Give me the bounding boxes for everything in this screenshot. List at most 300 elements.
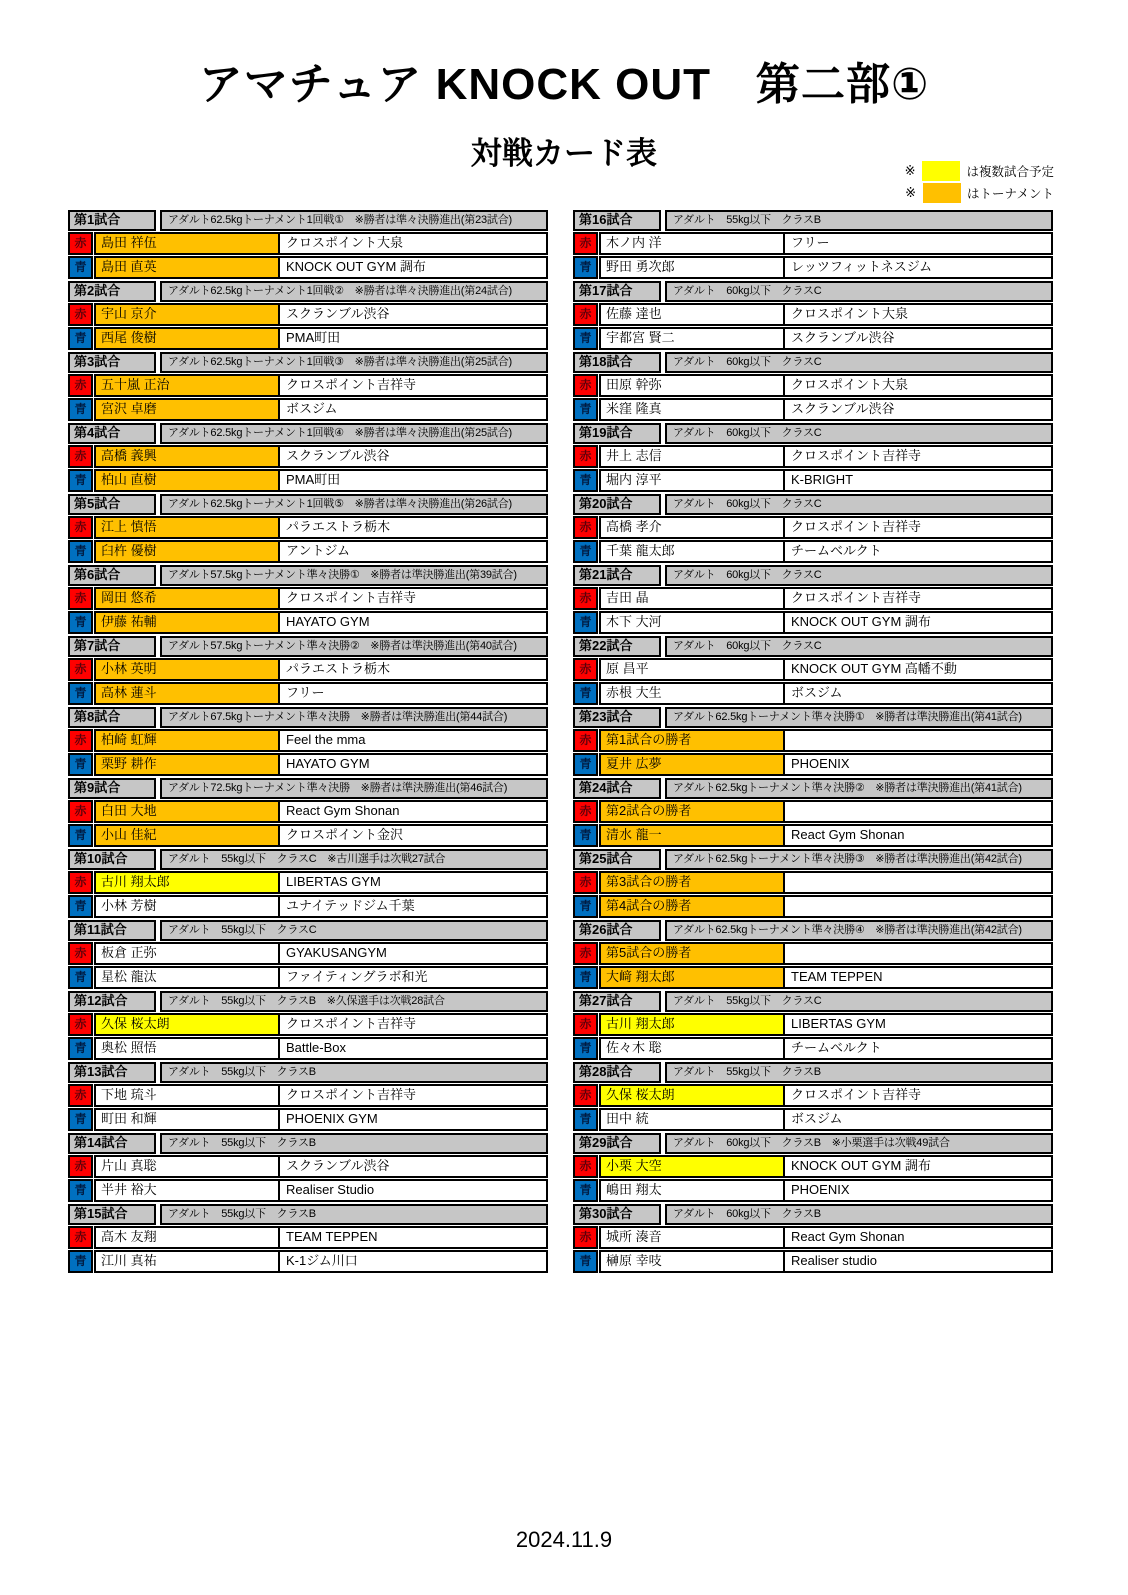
red-fighter-row xyxy=(573,658,1053,681)
match-header-row xyxy=(573,281,1053,302)
match-number: 第6試合 xyxy=(68,565,156,586)
match-header-row xyxy=(573,494,1053,515)
red-fighter-row xyxy=(573,587,1053,610)
match-block xyxy=(573,1062,1053,1131)
red-fighter-row xyxy=(573,232,1053,255)
blue-fighter-gym: ファイティングラボ和光 xyxy=(280,966,548,989)
blue-corner-badge: 青 xyxy=(68,540,93,563)
match-header-row xyxy=(68,849,548,870)
blue-fighter-gym: K-BRIGHT xyxy=(785,469,1053,492)
red-fighter-gym: Feel the mma xyxy=(280,729,548,752)
blue-fighter-row xyxy=(68,398,548,421)
blue-corner-badge: 青 xyxy=(68,611,93,634)
match-number: 第20試合 xyxy=(573,494,661,515)
red-fighter-name: 高木 友翔 xyxy=(94,1226,280,1249)
blue-fighter-row xyxy=(573,398,1053,421)
match-block xyxy=(573,565,1053,634)
match-description: アダルト 60kg以下 クラスC xyxy=(665,281,1053,302)
blue-fighter-row xyxy=(68,682,548,705)
red-fighter-name: 第2試合の勝者 xyxy=(599,800,785,823)
red-corner-badge: 赤 xyxy=(573,871,598,894)
red-fighter-gym: クロスポイント大泉 xyxy=(280,232,548,255)
match-description: アダルト62.5kgトーナメント1回戦③ ※勝者は準々決勝進出(第25試合) xyxy=(160,352,548,373)
blue-fighter-gym: ユナイテッドジム千葉 xyxy=(280,895,548,918)
red-fighter-name: 原 昌平 xyxy=(599,658,785,681)
red-fighter-name: 小林 英明 xyxy=(94,658,280,681)
legend-row-multi-match xyxy=(905,160,1054,182)
match-header-row xyxy=(573,1062,1053,1083)
blue-fighter-row xyxy=(68,895,548,918)
match-number: 第13試合 xyxy=(68,1062,156,1083)
red-fighter-name: 木ノ内 洋 xyxy=(599,232,785,255)
event-date: 2024.11.9 xyxy=(515,1527,613,1552)
red-fighter-row xyxy=(68,729,548,752)
blue-fighter-name: 大﨑 翔太郎 xyxy=(599,966,785,989)
match-number: 第24試合 xyxy=(573,778,661,799)
blue-corner-badge: 青 xyxy=(68,398,93,421)
blue-fighter-row xyxy=(573,256,1053,279)
match-header-row xyxy=(68,1062,548,1083)
blue-fighter-row xyxy=(573,1037,1053,1060)
blue-corner-badge: 青 xyxy=(573,1037,598,1060)
blue-fighter-name: 嶋田 翔太 xyxy=(599,1179,785,1202)
blue-corner-badge: 青 xyxy=(573,256,598,279)
match-description: アダルト 60kg以下 クラスC xyxy=(665,636,1053,657)
red-corner-badge: 赤 xyxy=(68,800,93,823)
match-number: 第5試合 xyxy=(68,494,156,515)
left-match-column xyxy=(68,210,548,1275)
match-header-row xyxy=(68,1204,548,1225)
blue-corner-badge: 青 xyxy=(573,469,598,492)
red-fighter-name: 佐藤 達也 xyxy=(599,303,785,326)
red-fighter-gym: クロスポイント大泉 xyxy=(785,374,1053,397)
red-fighter-row xyxy=(68,1084,548,1107)
match-number: 第22試合 xyxy=(573,636,661,657)
color-legend xyxy=(905,160,1054,204)
red-fighter-row xyxy=(68,1226,548,1249)
blue-fighter-gym: HAYATO GYM xyxy=(280,611,548,634)
blue-corner-badge: 青 xyxy=(68,682,93,705)
blue-fighter-name: 奥松 照悟 xyxy=(94,1037,280,1060)
match-block xyxy=(68,849,548,918)
red-fighter-gym: スクランブル渋谷 xyxy=(280,303,548,326)
blue-fighter-row xyxy=(573,540,1053,563)
red-fighter-gym: TEAM TEPPEN xyxy=(280,1226,548,1249)
match-block xyxy=(573,352,1053,421)
red-fighter-gym: KNOCK OUT GYM 高幡不動 xyxy=(785,658,1053,681)
match-header-row xyxy=(573,210,1053,231)
blue-fighter-row xyxy=(68,753,548,776)
blue-fighter-gym: KNOCK OUT GYM 調布 xyxy=(785,611,1053,634)
match-header-row xyxy=(573,352,1053,373)
match-description: アダルト57.5kgトーナメント準々決勝① ※勝者は準決勝進出(第39試合) xyxy=(160,565,548,586)
match-description: アダルト72.5kgトーナメント準々決勝 ※勝者は準決勝進出(第46試合) xyxy=(160,778,548,799)
blue-fighter-gym: TEAM TEPPEN xyxy=(785,966,1053,989)
blue-fighter-gym: アントジム xyxy=(280,540,548,563)
match-number: 第14試合 xyxy=(68,1133,156,1154)
blue-fighter-name: 木下 大河 xyxy=(599,611,785,634)
blue-fighter-row xyxy=(573,1108,1053,1131)
match-number: 第7試合 xyxy=(68,636,156,657)
blue-fighter-name: 小山 佳紀 xyxy=(94,824,280,847)
red-fighter-row xyxy=(68,374,548,397)
blue-fighter-gym: React Gym Shonan xyxy=(785,824,1053,847)
blue-corner-badge: 青 xyxy=(68,1250,93,1273)
match-description: アダルト 55kg以下 クラスC xyxy=(665,991,1053,1012)
match-description: アダルト57.5kgトーナメント準々決勝② ※勝者は準決勝進出(第40試合) xyxy=(160,636,548,657)
match-header-row xyxy=(573,849,1053,870)
match-number: 第19試合 xyxy=(573,423,661,444)
red-fighter-gym: クロスポイント吉祥寺 xyxy=(280,374,548,397)
blue-fighter-row xyxy=(68,327,548,350)
blue-fighter-gym: チームベルクト xyxy=(785,1037,1053,1060)
red-fighter-name: 柏崎 虹輝 xyxy=(94,729,280,752)
red-fighter-row xyxy=(573,800,1053,823)
red-fighter-gym: KNOCK OUT GYM 調布 xyxy=(785,1155,1053,1178)
match-description: アダルト62.5kgトーナメント準々決勝② ※勝者は準決勝進出(第41試合) xyxy=(665,778,1053,799)
match-block xyxy=(573,707,1053,776)
blue-fighter-name: 半井 裕大 xyxy=(94,1179,280,1202)
red-corner-badge: 赤 xyxy=(573,374,598,397)
blue-corner-badge: 青 xyxy=(573,398,598,421)
match-block xyxy=(68,281,548,350)
blue-fighter-row xyxy=(68,469,548,492)
blue-corner-badge: 青 xyxy=(68,753,93,776)
blue-fighter-name: 江川 真祐 xyxy=(94,1250,280,1273)
blue-fighter-name: 栗野 耕作 xyxy=(94,753,280,776)
blue-fighter-name: 柏山 直樹 xyxy=(94,469,280,492)
match-number: 第9試合 xyxy=(68,778,156,799)
red-fighter-row xyxy=(573,374,1053,397)
blue-fighter-name: 臼杵 優樹 xyxy=(94,540,280,563)
match-header-row xyxy=(68,565,548,586)
match-number: 第26試合 xyxy=(573,920,661,941)
legend-label: は複数試合予定 xyxy=(966,165,1054,179)
blue-fighter-gym: PMA町田 xyxy=(280,469,548,492)
red-fighter-name: 江上 慎悟 xyxy=(94,516,280,539)
blue-corner-badge: 青 xyxy=(68,327,93,350)
blue-fighter-gym: Realiser Studio xyxy=(280,1179,548,1202)
match-description: アダルト 60kg以下 クラスC xyxy=(665,352,1053,373)
match-block xyxy=(68,991,548,1060)
blue-fighter-row xyxy=(68,966,548,989)
match-block xyxy=(68,1062,548,1131)
match-header-row xyxy=(68,707,548,728)
legend-label: はトーナメント xyxy=(966,187,1054,201)
blue-fighter-name: 伊藤 祐輔 xyxy=(94,611,280,634)
match-header-row xyxy=(573,1133,1053,1154)
red-corner-badge: 赤 xyxy=(573,232,598,255)
match-header-row xyxy=(573,423,1053,444)
blue-fighter-gym: KNOCK OUT GYM 調布 xyxy=(280,256,548,279)
blue-fighter-row xyxy=(573,682,1053,705)
red-fighter-row xyxy=(573,1155,1053,1178)
red-fighter-gym: クロスポイント吉祥寺 xyxy=(785,587,1053,610)
blue-fighter-row xyxy=(573,1250,1053,1273)
blue-corner-badge: 青 xyxy=(68,895,93,918)
red-fighter-row xyxy=(573,729,1053,752)
match-header-row xyxy=(68,352,548,373)
red-fighter-name: 島田 祥伍 xyxy=(94,232,280,255)
match-header-row xyxy=(573,636,1053,657)
match-number: 第4試合 xyxy=(68,423,156,444)
red-corner-badge: 赤 xyxy=(573,942,598,965)
match-table-columns xyxy=(68,210,1053,1275)
red-fighter-gym xyxy=(785,800,1053,823)
blue-fighter-gym: チームベルクト xyxy=(785,540,1053,563)
match-description: アダルト 60kg以下 クラスC xyxy=(665,494,1053,515)
blue-fighter-row xyxy=(68,256,548,279)
red-corner-badge: 赤 xyxy=(573,800,598,823)
blue-fighter-row xyxy=(68,1037,548,1060)
red-corner-badge: 赤 xyxy=(68,729,93,752)
red-fighter-row xyxy=(573,1013,1053,1036)
blue-fighter-name: 第4試合の勝者 xyxy=(599,895,785,918)
red-corner-badge: 赤 xyxy=(573,1155,598,1178)
red-fighter-gym: クロスポイント吉祥寺 xyxy=(280,1013,548,1036)
red-fighter-row xyxy=(68,658,548,681)
match-description: アダルト 60kg以下 クラスC xyxy=(665,565,1053,586)
match-block xyxy=(68,1133,548,1202)
match-description: アダルト 60kg以下 クラスC xyxy=(665,423,1053,444)
red-fighter-gym: クロスポイント吉祥寺 xyxy=(280,587,548,610)
blue-fighter-gym: レッツフィットネスジム xyxy=(785,256,1053,279)
blue-fighter-name: 町田 和輝 xyxy=(94,1108,280,1131)
blue-fighter-name: 米窪 隆真 xyxy=(599,398,785,421)
match-description: アダルト62.5kgトーナメント準々決勝④ ※勝者は準決勝進出(第42試合) xyxy=(665,920,1053,941)
blue-fighter-name: 田中 統 xyxy=(599,1108,785,1131)
red-corner-badge: 赤 xyxy=(573,1084,598,1107)
blue-fighter-row xyxy=(573,611,1053,634)
red-fighter-name: 岡田 悠希 xyxy=(94,587,280,610)
red-fighter-row xyxy=(68,942,548,965)
blue-fighter-row xyxy=(68,824,548,847)
red-corner-badge: 赤 xyxy=(68,303,93,326)
blue-corner-badge: 青 xyxy=(573,753,598,776)
match-block xyxy=(68,707,548,776)
red-fighter-gym xyxy=(785,942,1053,965)
blue-corner-badge: 青 xyxy=(68,1037,93,1060)
red-corner-badge: 赤 xyxy=(68,374,93,397)
red-fighter-name: 古川 翔太郎 xyxy=(599,1013,785,1036)
red-fighter-row xyxy=(573,871,1053,894)
match-header-row xyxy=(68,210,548,231)
blue-corner-badge: 青 xyxy=(68,256,93,279)
red-fighter-name: 第3試合の勝者 xyxy=(599,871,785,894)
red-fighter-row xyxy=(573,445,1053,468)
red-corner-badge: 赤 xyxy=(573,587,598,610)
blue-corner-badge: 青 xyxy=(573,327,598,350)
match-description: アダルト62.5kgトーナメント1回戦⑤ ※勝者は準々決勝進出(第26試合) xyxy=(160,494,548,515)
red-corner-badge: 赤 xyxy=(68,658,93,681)
match-block xyxy=(573,210,1053,279)
blue-fighter-gym: Battle-Box xyxy=(280,1037,548,1060)
blue-corner-badge: 青 xyxy=(68,1108,93,1131)
reference-mark: ※ xyxy=(905,185,916,200)
red-fighter-gym: LIBERTAS GYM xyxy=(280,871,548,894)
match-number: 第11試合 xyxy=(68,920,156,941)
red-corner-badge: 赤 xyxy=(573,1226,598,1249)
blue-fighter-gym: フリー xyxy=(280,682,548,705)
red-fighter-row xyxy=(68,445,548,468)
red-fighter-gym: スクランブル渋谷 xyxy=(280,445,548,468)
match-block xyxy=(573,494,1053,563)
red-fighter-row xyxy=(68,232,548,255)
blue-fighter-gym: PHOENIX GYM xyxy=(280,1108,548,1131)
blue-fighter-gym: ボスジム xyxy=(785,682,1053,705)
red-fighter-gym: フリー xyxy=(785,232,1053,255)
blue-corner-badge: 青 xyxy=(573,682,598,705)
red-fighter-row xyxy=(68,800,548,823)
red-fighter-name: 古川 翔太郎 xyxy=(94,871,280,894)
blue-corner-badge: 青 xyxy=(68,1179,93,1202)
red-fighter-gym: LIBERTAS GYM xyxy=(785,1013,1053,1036)
match-description: アダルト 60kg以下 クラスB xyxy=(665,1204,1053,1225)
blue-fighter-gym: PHOENIX xyxy=(785,1179,1053,1202)
legend-row-tournament xyxy=(905,182,1054,204)
blue-fighter-gym: Realiser studio xyxy=(785,1250,1053,1273)
blue-fighter-name: 島田 直英 xyxy=(94,256,280,279)
red-fighter-row xyxy=(68,516,548,539)
match-description: アダルト 55kg以下 クラスB xyxy=(665,210,1053,231)
match-header-row xyxy=(68,920,548,941)
match-description: アダルト 55kg以下 クラスB xyxy=(160,1062,548,1083)
red-fighter-name: 田原 幹弥 xyxy=(599,374,785,397)
match-block xyxy=(573,1133,1053,1202)
red-fighter-gym xyxy=(785,871,1053,894)
red-corner-badge: 赤 xyxy=(68,516,93,539)
red-corner-badge: 赤 xyxy=(68,871,93,894)
red-fighter-name: 吉田 晶 xyxy=(599,587,785,610)
red-fighter-name: 高橋 義興 xyxy=(94,445,280,468)
match-number: 第21試合 xyxy=(573,565,661,586)
red-fighter-name: 白田 大地 xyxy=(94,800,280,823)
match-number: 第23試合 xyxy=(573,707,661,728)
blue-fighter-gym: K-1ジム川口 xyxy=(280,1250,548,1273)
red-fighter-gym: React Gym Shonan xyxy=(785,1226,1053,1249)
red-fighter-gym: クロスポイント吉祥寺 xyxy=(785,516,1053,539)
match-block xyxy=(68,210,548,279)
match-description: アダルト62.5kgトーナメント1回戦④ ※勝者は準々決勝進出(第25試合) xyxy=(160,423,548,444)
blue-fighter-name: 榊原 幸吱 xyxy=(599,1250,785,1273)
match-block xyxy=(68,1204,548,1273)
red-corner-badge: 赤 xyxy=(68,1155,93,1178)
red-corner-badge: 赤 xyxy=(573,303,598,326)
blue-fighter-row xyxy=(68,1108,548,1131)
blue-fighter-row xyxy=(573,469,1053,492)
blue-fighter-name: 夏井 広夢 xyxy=(599,753,785,776)
match-header-row xyxy=(68,1133,548,1154)
blue-fighter-row xyxy=(573,1179,1053,1202)
blue-fighter-row xyxy=(573,753,1053,776)
match-description: アダルト62.5kgトーナメント1回戦① ※勝者は準々決勝進出(第23試合) xyxy=(160,210,548,231)
blue-fighter-gym: スクランブル渋谷 xyxy=(785,398,1053,421)
match-block xyxy=(68,920,548,989)
match-header-row xyxy=(68,636,548,657)
blue-fighter-row xyxy=(68,1179,548,1202)
blue-corner-badge: 青 xyxy=(573,1250,598,1273)
match-header-row xyxy=(68,281,548,302)
match-header-row xyxy=(573,778,1053,799)
blue-fighter-name: 千葉 龍太郎 xyxy=(599,540,785,563)
match-number: 第17試合 xyxy=(573,281,661,302)
red-corner-badge: 赤 xyxy=(68,1013,93,1036)
yellow-swatch-icon xyxy=(922,161,960,181)
match-header-row xyxy=(68,494,548,515)
red-fighter-name: 久保 桜太朗 xyxy=(94,1013,280,1036)
red-fighter-gym xyxy=(785,729,1053,752)
blue-fighter-name: 赤根 大生 xyxy=(599,682,785,705)
blue-fighter-gym: PHOENIX xyxy=(785,753,1053,776)
blue-corner-badge: 青 xyxy=(573,540,598,563)
match-description: アダルト 55kg以下 クラスB xyxy=(160,1204,548,1225)
match-header-row xyxy=(573,1204,1053,1225)
red-corner-badge: 赤 xyxy=(68,445,93,468)
match-number: 第3試合 xyxy=(68,352,156,373)
blue-corner-badge: 青 xyxy=(573,1179,598,1202)
blue-fighter-name: 西尾 俊樹 xyxy=(94,327,280,350)
blue-fighter-gym: PMA町田 xyxy=(280,327,548,350)
red-fighter-gym: クロスポイント大泉 xyxy=(785,303,1053,326)
red-fighter-row xyxy=(573,942,1053,965)
red-corner-badge: 赤 xyxy=(573,1013,598,1036)
blue-corner-badge: 青 xyxy=(68,469,93,492)
match-number: 第8試合 xyxy=(68,707,156,728)
red-corner-badge: 赤 xyxy=(68,587,93,610)
blue-fighter-row xyxy=(573,327,1053,350)
red-corner-badge: 赤 xyxy=(573,729,598,752)
red-fighter-row xyxy=(68,303,548,326)
match-description: アダルト67.5kgトーナメント準々決勝 ※勝者は準決勝進出(第44試合) xyxy=(160,707,548,728)
blue-fighter-gym: スクランブル渋谷 xyxy=(785,327,1053,350)
red-fighter-gym: スクランブル渋谷 xyxy=(280,1155,548,1178)
red-fighter-gym: クロスポイント吉祥寺 xyxy=(785,1084,1053,1107)
match-header-row xyxy=(573,920,1053,941)
match-block xyxy=(573,849,1053,918)
match-number: 第18試合 xyxy=(573,352,661,373)
red-fighter-name: 宇山 京介 xyxy=(94,303,280,326)
match-number: 第30試合 xyxy=(573,1204,661,1225)
red-fighter-gym: クロスポイント吉祥寺 xyxy=(280,1084,548,1107)
match-header-row xyxy=(573,991,1053,1012)
match-header-row xyxy=(68,991,548,1012)
red-corner-badge: 赤 xyxy=(573,445,598,468)
red-fighter-name: 城所 湊音 xyxy=(599,1226,785,1249)
match-number: 第25試合 xyxy=(573,849,661,870)
blue-fighter-name: 宇都宮 賢二 xyxy=(599,327,785,350)
match-block xyxy=(573,423,1053,492)
match-block xyxy=(573,991,1053,1060)
match-block xyxy=(573,778,1053,847)
red-fighter-name: 板倉 正弥 xyxy=(94,942,280,965)
blue-fighter-row xyxy=(68,611,548,634)
blue-fighter-row xyxy=(68,1250,548,1273)
match-block xyxy=(68,423,548,492)
red-fighter-row xyxy=(68,871,548,894)
match-number: 第10試合 xyxy=(68,849,156,870)
blue-fighter-name: 佐々木 聡 xyxy=(599,1037,785,1060)
red-fighter-name: 第1試合の勝者 xyxy=(599,729,785,752)
red-fighter-name: 高橋 孝介 xyxy=(599,516,785,539)
match-description: アダルト62.5kgトーナメント準々決勝③ ※勝者は準決勝進出(第42試合) xyxy=(665,849,1053,870)
orange-swatch-icon xyxy=(923,183,961,203)
match-description: アダルト 55kg以下 クラスB ※久保選手は次戦28試合 xyxy=(160,991,548,1012)
match-description: アダルト 55kg以下 クラスC ※古川選手は次戦27試合 xyxy=(160,849,548,870)
blue-corner-badge: 青 xyxy=(573,966,598,989)
red-fighter-row xyxy=(573,303,1053,326)
match-header-row xyxy=(68,423,548,444)
blue-fighter-row xyxy=(68,540,548,563)
